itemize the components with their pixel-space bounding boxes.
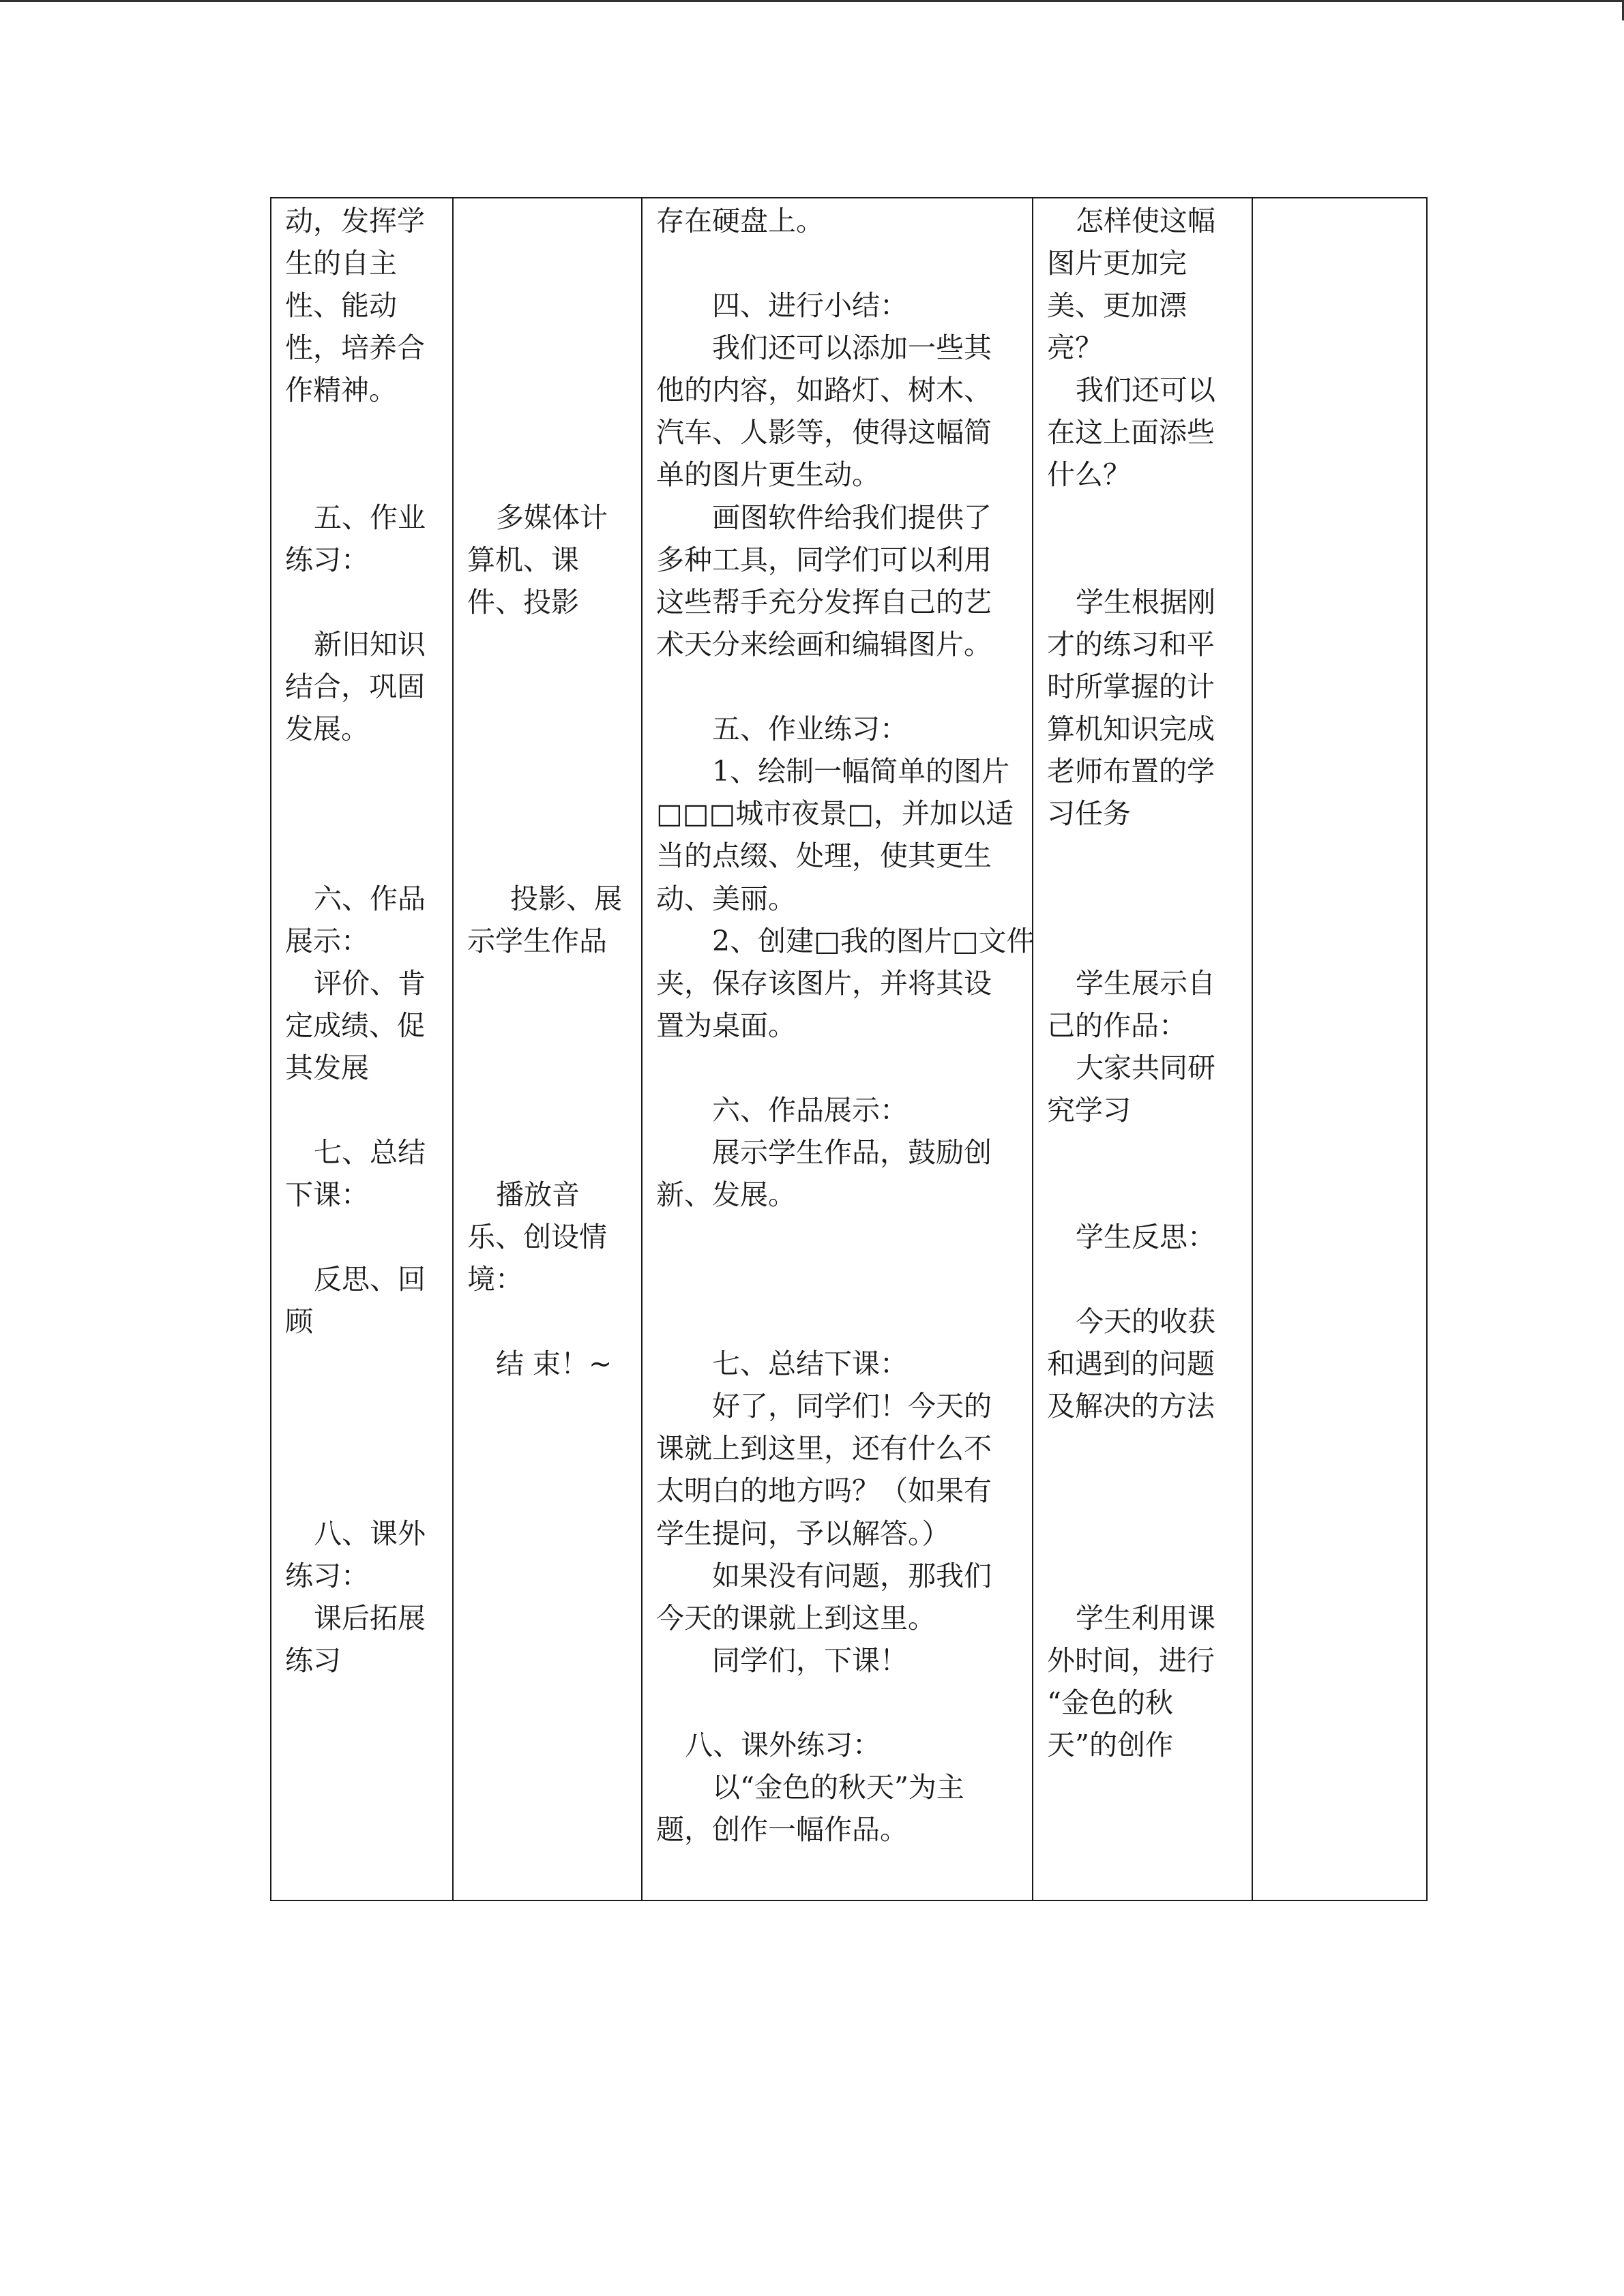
col3-line: 这些帮手充分发挥自己的艺 xyxy=(656,586,992,618)
col1-line: 动，发挥学 xyxy=(285,205,425,237)
page-top-border xyxy=(0,0,1624,2)
col4-line: “金色的秋 xyxy=(1047,1686,1173,1719)
col3-line: 动、美丽。 xyxy=(656,882,796,915)
col4-line: 美、更加漂 xyxy=(1047,289,1187,322)
col1-line: 发展。 xyxy=(285,713,369,745)
col4-line: 怎样使这幅 xyxy=(1076,205,1215,237)
col4-line: 学生利用课 xyxy=(1076,1602,1215,1635)
col4-line: 时所掌握的计 xyxy=(1047,670,1215,703)
col3-line: 八、课外练习： xyxy=(685,1729,881,1761)
col3-line: 存在硬盘上。 xyxy=(656,205,824,237)
col4-line: 学生反思： xyxy=(1076,1221,1215,1253)
col1-line: 新旧知识 xyxy=(314,628,426,661)
col3-line: 六、作品展示： xyxy=(712,1094,908,1127)
col3-line: 太明白的地方吗？（如果有 xyxy=(656,1474,992,1507)
col4-line: 亮？ xyxy=(1047,331,1103,364)
student-activity-cell xyxy=(1033,198,1252,1900)
col3-line: 同学们，下课！ xyxy=(712,1644,908,1677)
col1-line: 五、作业 xyxy=(314,501,426,534)
col4-line: 老师布置的学 xyxy=(1047,755,1215,788)
col3-line: 夹，保存该图片，并将其设 xyxy=(656,967,992,1000)
col3-line: 如果没有问题，那我们 xyxy=(712,1560,992,1592)
col3-line: 单的图片更生动。 xyxy=(656,458,880,491)
col1-line: 评价、肯 xyxy=(314,967,426,1000)
col4-line: 学生展示自 xyxy=(1076,967,1215,1000)
col3-line: 汽车、人影等，使得这幅简 xyxy=(656,416,992,449)
col4-line: 天”的创作 xyxy=(1047,1729,1173,1761)
col1-line: 结合，巩固 xyxy=(285,670,425,703)
col4-line: 己的作品： xyxy=(1047,1009,1187,1042)
col1-line: 练习 xyxy=(285,1644,341,1677)
col3-line: □□□城市夜景□，并加以适 xyxy=(656,797,1014,830)
col4-line: 学生根据刚 xyxy=(1076,586,1215,618)
lesson-plan-table xyxy=(270,197,1428,1901)
col3-line: 四、进行小结： xyxy=(712,289,908,322)
media-cell xyxy=(453,198,642,1900)
col3-line: 我们还可以添加一些其 xyxy=(712,331,992,364)
col3-line: 置为桌面。 xyxy=(656,1009,796,1042)
col1-line: 作精神。 xyxy=(285,374,397,406)
col1-line: 下课： xyxy=(285,1178,369,1211)
col2-line: 乐、创设情 xyxy=(467,1221,607,1253)
col3-line: 术天分来绘画和编辑图片。 xyxy=(656,628,992,661)
col3-line: 好了，同学们！今天的 xyxy=(712,1390,992,1422)
col4-line: 究学习 xyxy=(1047,1094,1131,1127)
col3-line: 七、总结下课： xyxy=(712,1347,908,1380)
col4-line: 我们还可以 xyxy=(1076,374,1215,406)
col2-line: 示学生作品 xyxy=(467,925,607,957)
col3-line: 展示学生作品，鼓励创 xyxy=(712,1136,992,1169)
notes-empty xyxy=(1253,198,1426,1900)
col3-line: 今天的课就上到这里。 xyxy=(656,1602,936,1635)
col2-line: 算机、课 xyxy=(467,543,579,576)
col1-line: 练习： xyxy=(285,543,369,576)
col2-line: 结 束！~ xyxy=(496,1347,612,1380)
col1-line: 其发展 xyxy=(285,1052,369,1084)
col1-line: 课后拓展 xyxy=(314,1602,426,1635)
col3-line: 多种工具，同学们可以利用 xyxy=(656,543,992,576)
col1-line: 性，培养合 xyxy=(285,331,425,364)
col4-line: 和遇到的问题 xyxy=(1047,1347,1215,1380)
col3-line: 2、创建□我的图片□文件 xyxy=(712,925,1035,957)
col1-line: 练习： xyxy=(285,1560,369,1592)
notes-cell xyxy=(1252,198,1427,1900)
stage-goal-cell xyxy=(271,198,453,1900)
col4-line: 图片更加完 xyxy=(1047,247,1187,280)
col1-line: 生的自主 xyxy=(285,247,397,280)
col3-line: 当的点缀、处理，使其更生 xyxy=(656,839,992,872)
col3-line: 学生提问，予以解答。） xyxy=(656,1517,950,1550)
col4-line: 才的练习和平 xyxy=(1047,628,1215,661)
col2-line: 投影、展 xyxy=(510,882,622,915)
col1-line: 性、能动 xyxy=(285,289,397,322)
col3-line: 题，创作一幅作品。 xyxy=(656,1813,908,1846)
col4-line: 及解决的方法 xyxy=(1047,1390,1215,1422)
col1-line: 七、总结 xyxy=(314,1136,426,1169)
col4-line: 今天的收获 xyxy=(1076,1305,1215,1338)
col2-line: 多媒体计 xyxy=(496,501,608,534)
col1-line: 六、作品 xyxy=(314,882,426,915)
col3-line: 五、作业练习： xyxy=(712,713,908,745)
col4-line: 算机知识完成 xyxy=(1047,713,1215,745)
col2-line: 播放音 xyxy=(496,1178,580,1211)
col4-line: 在这上面添些 xyxy=(1047,416,1215,449)
col2-line: 境： xyxy=(467,1263,523,1296)
col4-line: 外时间，进行 xyxy=(1047,1644,1215,1677)
col1-line: 八、课外 xyxy=(314,1517,426,1550)
col4-line: 什么？ xyxy=(1047,458,1131,491)
col3-line: 以“金色的秋天”为主 xyxy=(712,1771,964,1804)
table-row xyxy=(271,198,1427,1900)
col1-line: 顾 xyxy=(285,1305,313,1338)
col2-line: 件、投影 xyxy=(467,586,579,618)
teacher-activity-cell xyxy=(642,198,1033,1900)
col4-line: 习任务 xyxy=(1047,797,1131,830)
col3-line: 课就上到这里，还有什么不 xyxy=(656,1432,992,1465)
col1-line: 反思、回 xyxy=(314,1263,426,1296)
col4-line: 大家共同研 xyxy=(1076,1052,1215,1084)
col1-line: 定成绩、促 xyxy=(285,1009,425,1042)
col3-line: 画图软件给我们提供了 xyxy=(712,501,992,534)
col1-line: 展示： xyxy=(285,925,369,957)
col3-line: 新、发展。 xyxy=(656,1178,796,1211)
col3-line: 1、绘制一幅简单的图片 xyxy=(712,755,1010,788)
col3-line: 他的内容，如路灯、树木、 xyxy=(656,374,992,406)
